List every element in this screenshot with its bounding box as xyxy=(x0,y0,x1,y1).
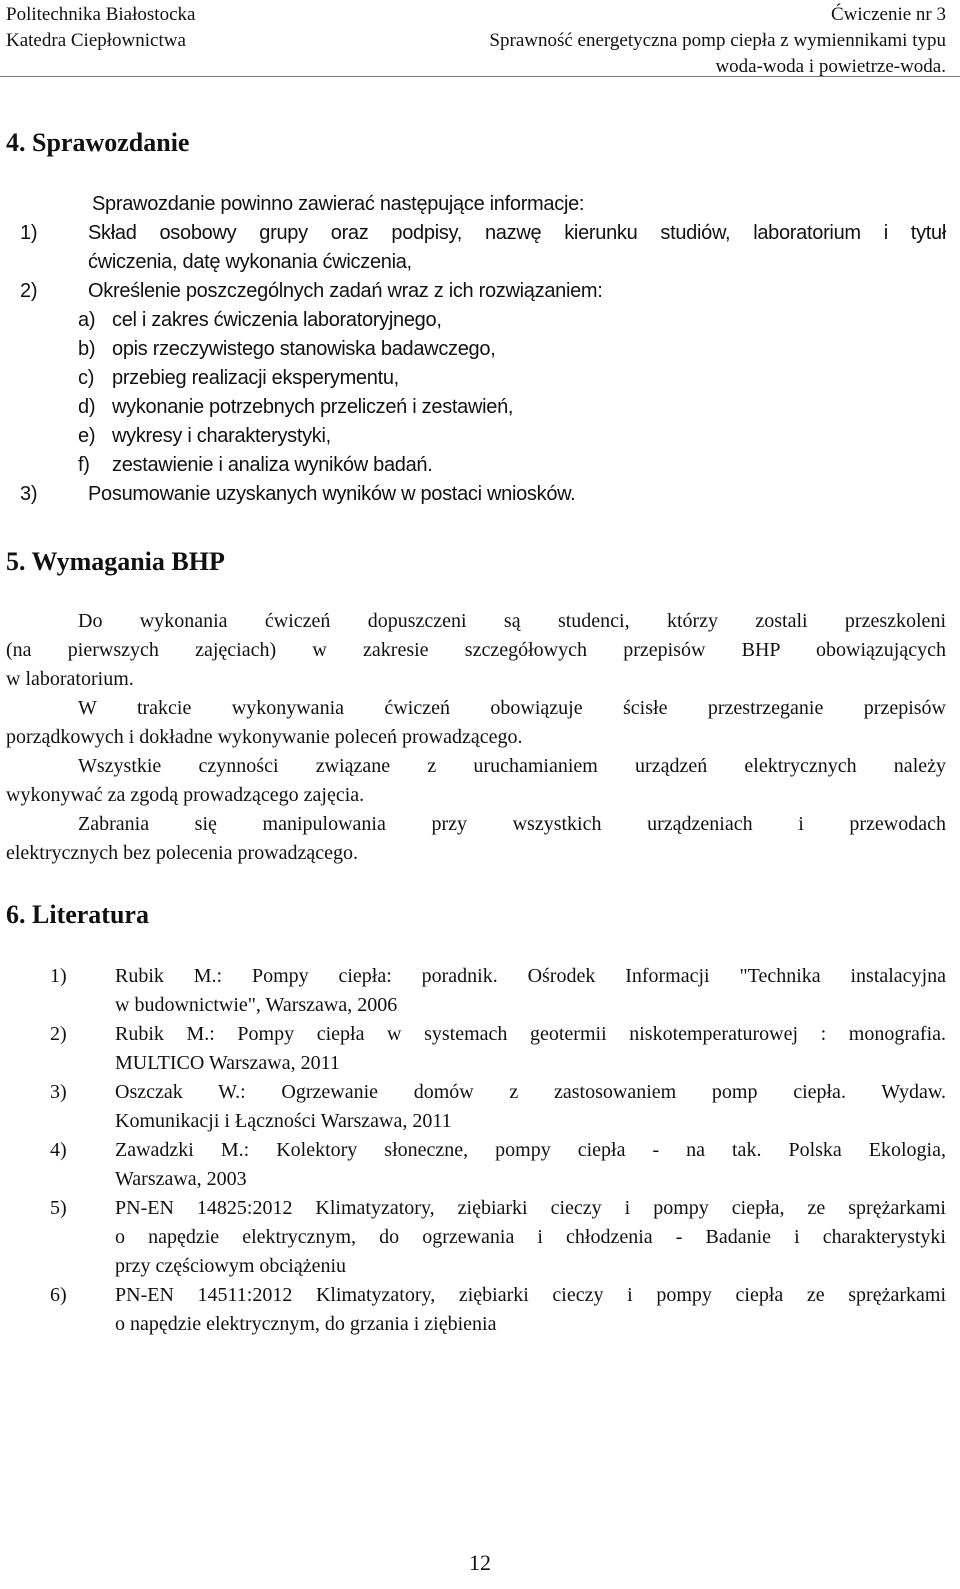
list-letter: f) xyxy=(78,454,90,476)
report-item-2-text: Określenie poszczególnych zadań wraz z ich rozwiązaniem: xyxy=(88,280,603,302)
list-letter: c) xyxy=(78,367,95,389)
literature-line: PN-EN 14825:2012 Klimatyzatory, ziębiarki cieczy i pompy ciepła, ze sprężarkami xyxy=(115,1197,946,1219)
department-name: Katedra Ciepłownictwa xyxy=(6,30,186,51)
section-heading-report: 4. Sprawozdanie xyxy=(6,128,190,157)
literature-line: Rubik M.: Pompy ciepła w systemach geotermii niskotemperaturowej : monografia. xyxy=(115,1023,946,1045)
subitem-text: przebieg realizacji eksperymentu, xyxy=(112,367,399,389)
report-item-1-line1: Skład osobowy grupy oraz podpisy, nazwę kierunku studiów, laboratorium i tytuł xyxy=(88,222,946,244)
section-heading-literature: 6. Literatura xyxy=(6,900,149,929)
literature-item xyxy=(50,1281,946,1339)
report-subitem-b xyxy=(78,335,946,364)
page-number: 12 xyxy=(469,1550,491,1575)
bhp-p1-line1: Do wykonania ćwiczeń dopuszczeni są studenci, którzy zostali przeszkoleni xyxy=(78,610,946,632)
bhp-p3-line1: Wszystkie czynności związane z uruchamianiem urządzeń elektrycznych należy xyxy=(78,755,946,777)
report-item-2 xyxy=(20,277,946,306)
list-letter: e) xyxy=(78,425,96,447)
report-subitem-a xyxy=(78,306,946,335)
bhp-p4-line1: Zabrania się manipulowania przy wszystkich urządzeniach i przewodach xyxy=(78,813,946,835)
literature-text xyxy=(115,1194,946,1281)
list-letter: d) xyxy=(78,396,96,418)
literature-line: Rubik M.: Pompy ciepła: poradnik. Ośrodek Informacji "Technika instalacyjna xyxy=(115,965,946,987)
list-letter: b) xyxy=(78,338,96,360)
bhp-p3-line2: wykonywać za zgodą prowadzącego zajęcia. xyxy=(6,784,365,806)
literature-line: Warszawa, 2003 xyxy=(115,1168,247,1190)
report-item-1-line2: ćwiczenia, datę wykonania ćwiczenia, xyxy=(88,251,412,273)
subitem-text: opis rzeczywistego stanowiska badawczego, xyxy=(112,338,496,360)
exercise-number: Ćwiczenie nr 3 xyxy=(830,4,946,25)
bhp-paragraph-2 xyxy=(6,694,946,752)
literature-item xyxy=(50,1136,946,1194)
literature-line: przy częściowym obciążeniu xyxy=(115,1255,347,1277)
literature-line: MULTICO Warszawa, 2011 xyxy=(115,1052,340,1074)
report-subitem-f xyxy=(78,451,946,480)
bhp-paragraph-1 xyxy=(6,607,946,694)
literature-list xyxy=(6,962,946,1339)
header-left xyxy=(6,2,195,54)
report-item-1 xyxy=(20,219,946,277)
list-number: 2) xyxy=(50,1023,67,1045)
literature-line: w budownictwie", Warszawa, 2006 xyxy=(115,994,398,1016)
report-subitem-d xyxy=(78,393,946,422)
university-name: Politechnika Białostocka xyxy=(6,4,196,25)
literature-item xyxy=(50,1020,946,1078)
exercise-title-line2: woda-woda i powietrze-woda. xyxy=(715,56,946,77)
header-divider xyxy=(0,76,960,77)
list-number: 2) xyxy=(20,280,38,302)
literature-line: PN-EN 14511:2012 Klimatyzatory, ziębiarki cieczy i pompy ciepła ze sprężarkami xyxy=(115,1284,946,1306)
literature-line: Oszczak W.: Ogrzewanie domów z zastosowaniem pomp ciepła. Wydaw. xyxy=(115,1081,946,1103)
literature-line: o napędzie elektrycznym, do ogrzewania i chłodzenia - Badanie i charakterystyki xyxy=(115,1226,946,1248)
header-right xyxy=(489,2,946,80)
bhp-p2-line2: porządkowych i dokładne wykonywanie poleceń prowadzącego. xyxy=(6,726,523,748)
literature-text xyxy=(115,1020,946,1078)
bhp-p1-line2: (na pierwszych zajęciach) w zakresie szczegółowych przepisów BHP obowiązujących xyxy=(6,639,946,661)
bhp-paragraph-3 xyxy=(6,752,946,810)
list-number: 5) xyxy=(50,1197,67,1219)
literature-line: Komunikacji i Łączności Warszawa, 2011 xyxy=(115,1110,452,1132)
list-number: 4) xyxy=(50,1139,67,1161)
report-subitem-e xyxy=(78,422,946,451)
report-subitem-c xyxy=(78,364,946,393)
literature-text xyxy=(115,1078,946,1136)
literature-text xyxy=(115,1281,946,1339)
literature-item xyxy=(50,1078,946,1136)
subitem-text: zestawienie i analiza wyników badań. xyxy=(112,454,433,476)
list-letter: a) xyxy=(78,309,96,331)
literature-text xyxy=(115,1136,946,1194)
literature-item xyxy=(50,962,946,1020)
list-number: 3) xyxy=(20,483,38,505)
bhp-p2-line1: W trakcie wykonywania ćwiczeń obowiązuje ścisłe przestrzeganie przepisów xyxy=(78,697,946,719)
literature-line: Zawadzki M.: Kolektory słoneczne, pompy ciepła - na tak. Polska Ekologia, xyxy=(115,1139,946,1161)
bhp-p1-line3: w laboratorium. xyxy=(6,668,134,690)
subitem-text: wykonanie potrzebnych przeliczeń i zestawień, xyxy=(112,396,514,418)
list-number: 1) xyxy=(50,965,67,987)
report-intro: Sprawozdanie powinno zawierać następujące informacje: xyxy=(92,193,585,215)
literature-item xyxy=(50,1194,946,1281)
exercise-title-line1: Sprawność energetyczna pomp ciepła z wymiennikami typu xyxy=(489,30,946,51)
list-number: 1) xyxy=(20,222,38,244)
literature-line: o napędzie elektrycznym, do grzania i ziębienia xyxy=(115,1313,497,1335)
list-number: 6) xyxy=(50,1284,67,1306)
bhp-p4-line2: elektrycznych bez polecenia prowadzącego. xyxy=(6,842,359,864)
report-item-3 xyxy=(20,480,946,509)
section-heading-bhp: 5. Wymagania BHP xyxy=(6,547,225,576)
bhp-paragraph-4 xyxy=(6,810,946,868)
report-item-3-text: Posumowanie uzyskanych wyników w postaci wniosków. xyxy=(88,483,576,505)
page-header xyxy=(0,0,960,78)
subitem-text: cel i zakres ćwiczenia laboratoryjnego, xyxy=(112,309,442,331)
document-body xyxy=(6,126,946,1339)
subitem-text: wykresy i charakterystyki, xyxy=(112,425,331,447)
literature-text xyxy=(115,962,946,1020)
list-number: 3) xyxy=(50,1081,67,1103)
